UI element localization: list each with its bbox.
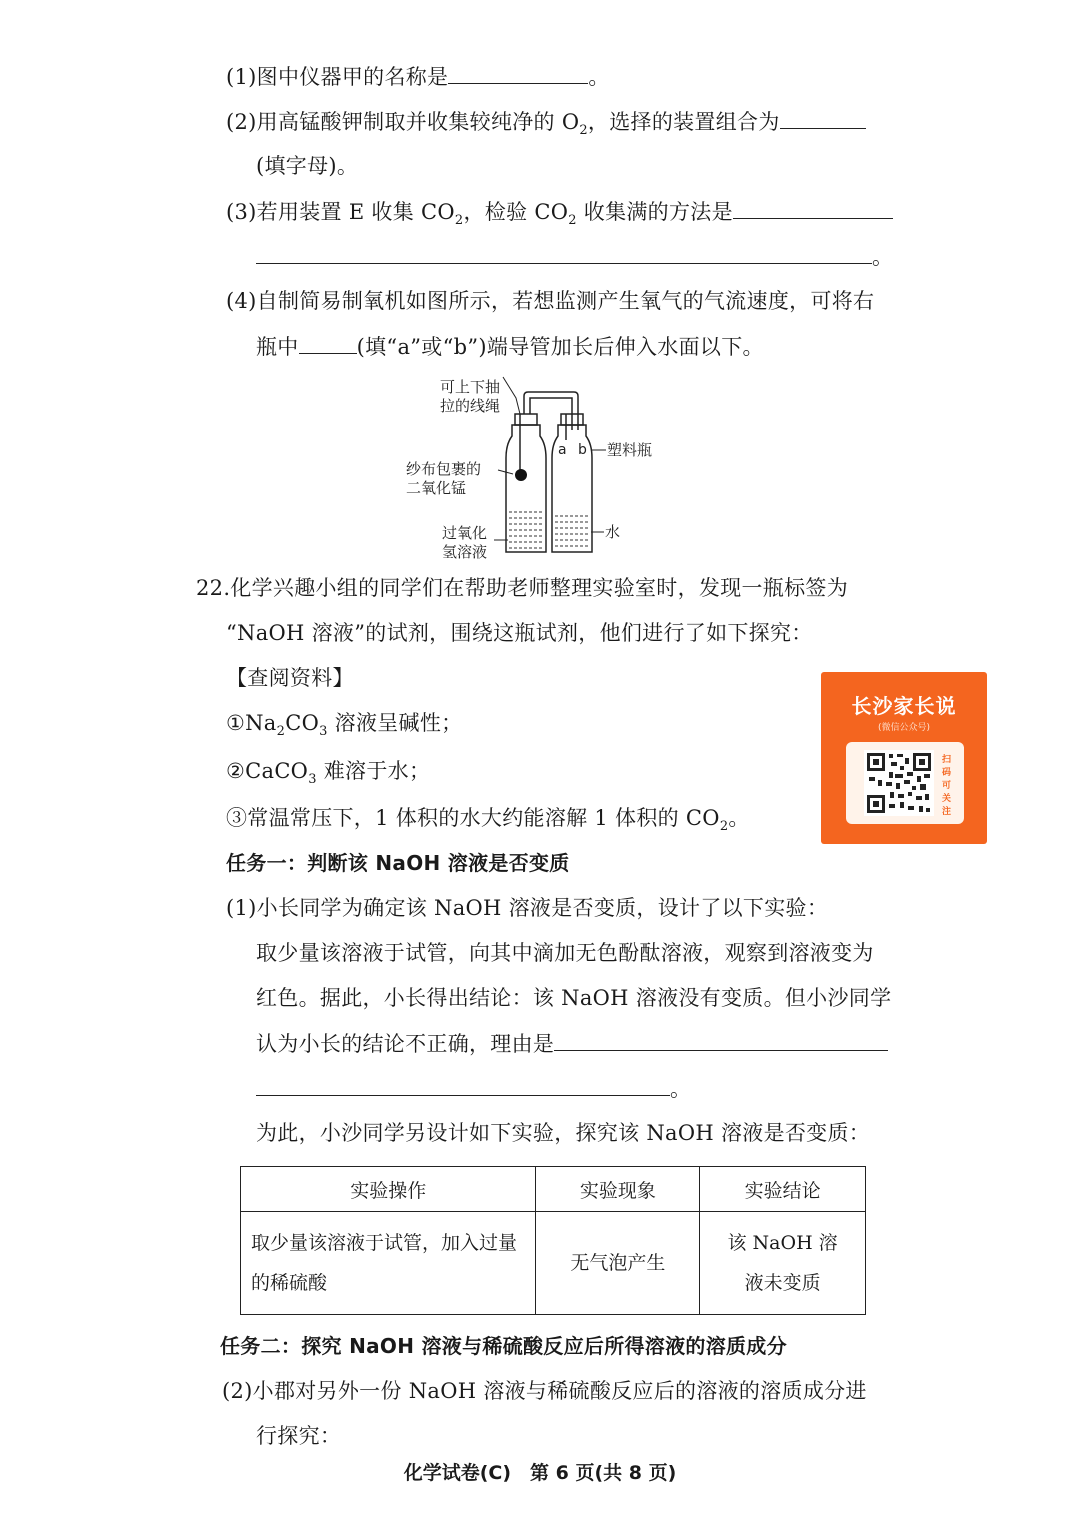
q21-part3-line1: (3)若用装置 E 收集 $CO_2$，检验 $CO_2$ 收集满的方法是	[226, 196, 893, 236]
label-bottle: 塑料瓶	[607, 441, 653, 459]
qr-side-text: 扫码可关注	[942, 755, 952, 817]
q22-ref-2: ②CaCO$_3$ 难溶于水；	[226, 759, 431, 788]
task1-p1: (1)小长同学为确定该 NaOH 溶液是否变质，设计了以下实验：	[226, 896, 829, 920]
task1-heading: 任务一：判断该 NaOH 溶液是否变质	[226, 851, 570, 875]
q21-part1: (1)图中仪器甲的名称是 。	[226, 61, 610, 92]
task2-heading: 任务二：探究 NaOH 溶液与稀硫酸反应后所得溶液的溶质成分	[220, 1334, 787, 1358]
cell-operation: 取少量该溶液于试管，加入过量 的稀硫酸	[241, 1212, 536, 1315]
task2-p1: (2)小郡对另外一份 NaOH 溶液与稀硫酸反应后的溶液的溶质成分进	[222, 1379, 867, 1403]
q22-intro-2: “NaOH 溶液”的试剂，围绕这瓶试剂，他们进行了如下探究：	[226, 621, 813, 645]
task2-p2: 行探究：	[256, 1424, 342, 1448]
label-rope-2: 拉的线绳	[440, 397, 501, 415]
label-water: 水	[605, 523, 621, 541]
q22-ref-title: 【查阅资料】	[226, 666, 354, 690]
qr-promo-card[interactable]	[821, 672, 987, 844]
table-header-row	[241, 1167, 866, 1212]
qr-subtitle: (微信公众号)	[877, 723, 931, 733]
q21-part2-line1: (2)用高锰酸钾制取并收集较纯净的 $O_2$，选择的装置组合为	[226, 106, 866, 146]
q21-part2-line2: (填字母)。	[256, 154, 359, 178]
cell-conclusion: 该 NaOH 溶 液未变质	[700, 1212, 866, 1315]
experiment-table	[240, 1166, 866, 1315]
task1-p4: 认为小长的结论不正确，理由是	[256, 1028, 888, 1059]
header-phenomenon: 实验现象	[536, 1167, 700, 1212]
q21-part4-line1: (4)自制简易制氧机如图所示，若想监测产生氧气的气流速度，可将右	[226, 289, 875, 313]
task1-p3: 红色。据此，小长得出结论：该 NaOH 溶液没有变质。但小沙同学	[256, 986, 892, 1010]
table-row	[241, 1212, 866, 1315]
label-a: a	[558, 442, 567, 458]
label-h2o2-2: 氢溶液	[442, 543, 488, 561]
q22-ref-3: ③常温常压下，1 体积的水大约能溶解 1 体积的 $CO_2$。	[226, 806, 750, 835]
task1-p6: 为此，小沙同学另设计如下实验，探究该 NaOH 溶液是否变质：	[256, 1121, 871, 1145]
q21-part3-line2: 。	[256, 241, 893, 272]
q21-part4-line2: 瓶中 (填“a”或“b”)端导管加长后伸入水面以下。	[256, 331, 764, 362]
answer-blank[interactable]	[256, 1073, 670, 1096]
qr-title: 长沙家长说	[851, 694, 957, 718]
label-b: b	[578, 442, 587, 458]
cell-phenomenon: 无气泡产生	[536, 1212, 700, 1315]
page-footer: 化学试卷(C) 第 6 页(共 8 页)	[403, 1462, 677, 1484]
label-h2o2-1: 过氧化	[442, 524, 488, 542]
qr-code-icon	[864, 750, 934, 816]
task1-p2: 取少量该溶液于试管，向其中滴加无色酚酞溶液，观察到溶液变为	[256, 941, 874, 965]
answer-blank[interactable]	[554, 1028, 888, 1051]
header-operation: 实验操作	[241, 1167, 536, 1212]
q22-ref-1: $①Na_2CO_3$ 溶液呈碱性；	[226, 711, 463, 740]
task1-p5: 。	[256, 1073, 691, 1104]
qr-inner-panel	[846, 742, 964, 824]
label-mno2-2: 二氧化锰	[406, 479, 467, 497]
label-rope-1: 可上下抽	[440, 378, 501, 396]
header-conclusion: 实验结论	[700, 1167, 866, 1212]
q22-intro-1: 22.化学兴趣小组的同学们在帮助老师整理实验室时，发现一瓶标签为	[196, 576, 848, 600]
label-mno2-1: 纱布包裹的	[406, 460, 482, 478]
